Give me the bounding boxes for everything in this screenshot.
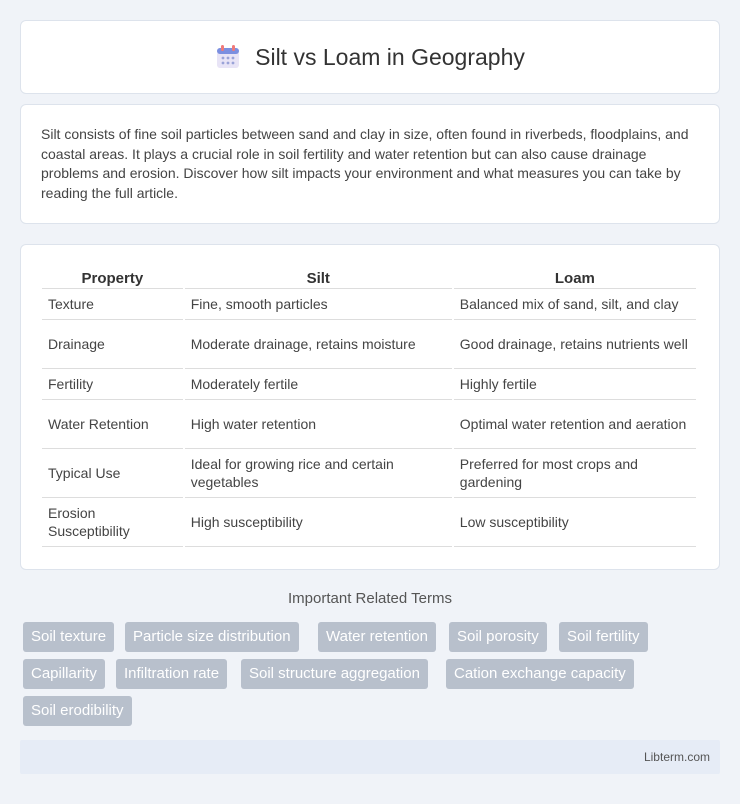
- table-cell: Highly fertile: [454, 369, 696, 400]
- intro-text: Silt consists of fine soil particles between sand and clay in size, often found in riverbeds, floodplains, and coastal areas. It plays a crucial role in soil fertility and water retention but can also cause drainage problems and erosion. Discover how silt impacts your environment and what measures you can take by reading the full article.: [41, 126, 689, 201]
- table-cell: Preferred for most crops and gardening: [454, 449, 696, 498]
- comparison-card: [20, 244, 720, 570]
- table-cell: Typical Use: [42, 449, 183, 498]
- tag-infiltration-rate[interactable]: Infiltration rate: [116, 659, 227, 689]
- table-cell: Optimal water retention and aeration: [454, 400, 696, 449]
- table-cell: High water retention: [185, 400, 452, 449]
- table-cell: Moderate drainage, retains moisture: [185, 320, 452, 369]
- tag-water-retention[interactable]: Water retention: [318, 622, 436, 652]
- table-cell: Ideal for growing rice and certain vegetables: [185, 449, 452, 498]
- related-terms-title: Important Related Terms: [288, 590, 452, 607]
- tag-soil-porosity[interactable]: Soil porosity: [449, 622, 547, 652]
- intro-card: [20, 104, 720, 224]
- table-cell: Good drainage, retains nutrients well: [454, 320, 696, 369]
- tag-capillarity[interactable]: Capillarity: [23, 659, 105, 689]
- table-row: [42, 498, 696, 547]
- footer-site-link[interactable]: Libterm.com: [643, 750, 710, 764]
- table-cell: Drainage: [42, 320, 183, 369]
- table-cell: Fertility: [42, 369, 183, 400]
- calendar-icon: [215, 44, 241, 70]
- header: [215, 44, 525, 71]
- table-row: [42, 400, 696, 449]
- page-title: Silt vs Loam in Geography: [255, 43, 525, 70]
- header-card: [20, 20, 720, 94]
- table-row: [42, 449, 696, 498]
- table-cell: Fine, smooth particles: [185, 289, 452, 320]
- table-cell: Low susceptibility: [454, 498, 696, 547]
- column-header-loam: Loam: [454, 265, 696, 289]
- table-row: [42, 320, 696, 369]
- tag-soil-texture[interactable]: Soil texture: [23, 622, 114, 652]
- table-row: [42, 289, 696, 320]
- tag-soil-structure-aggregation[interactable]: Soil structure aggregation: [241, 659, 428, 689]
- tag-cation-exchange-capacity[interactable]: Cation exchange capacity: [446, 659, 634, 689]
- table-cell: High susceptibility: [185, 498, 452, 547]
- table-cell: Water Retention: [42, 400, 183, 449]
- table-cell: Erosion Susceptibility: [42, 498, 183, 547]
- footer: [20, 740, 720, 774]
- column-header-property: Property: [42, 265, 183, 289]
- table-cell: Texture: [42, 289, 183, 320]
- tag-soil-fertility[interactable]: Soil fertility: [559, 622, 648, 652]
- tag-soil-erodibility[interactable]: Soil erodibility: [23, 696, 132, 726]
- table-row: [42, 369, 696, 400]
- comparison-table: [40, 265, 698, 547]
- tag-particle-size-distribution[interactable]: Particle size distribution: [125, 622, 299, 652]
- table-header-row: [42, 265, 696, 289]
- table-cell: Moderately fertile: [185, 369, 452, 400]
- column-header-silt: Silt: [185, 265, 452, 289]
- table-cell: Balanced mix of sand, silt, and clay: [454, 289, 696, 320]
